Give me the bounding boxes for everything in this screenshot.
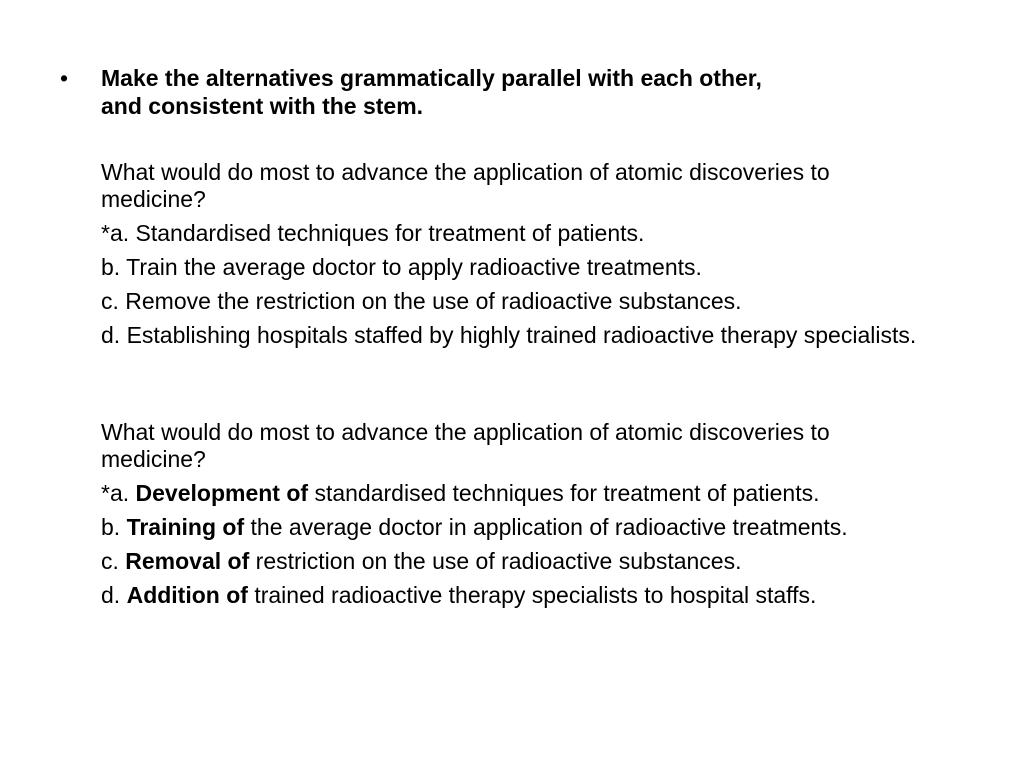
question-stem: What would do most to advance the application of atomic discoveries to medicine? bbox=[101, 159, 830, 212]
option-c: c. Remove the restriction on the use of radioactive substances. bbox=[101, 288, 742, 314]
option-rest: the average doctor in application of radioactive treatments. bbox=[244, 514, 848, 540]
option-prefix: d. bbox=[101, 582, 127, 608]
option-c bbox=[101, 548, 991, 575]
option-d: d. Establishing hospitals staffed by highly trained radioactive therapy specialists. bbox=[101, 322, 917, 348]
example-parallel bbox=[101, 419, 991, 616]
option-prefix: c. bbox=[101, 548, 126, 574]
example-nonparallel bbox=[101, 159, 991, 356]
option-d bbox=[101, 582, 921, 609]
heading-line-2: and consistent with the stem. bbox=[101, 93, 424, 119]
option-keyword: Addition of bbox=[126, 582, 248, 608]
option-prefix: *a. bbox=[101, 480, 136, 506]
slide-heading bbox=[101, 64, 981, 120]
bullet-marker: • bbox=[60, 65, 69, 91]
option-b bbox=[101, 514, 891, 541]
option-prefix: b. bbox=[101, 514, 127, 540]
question-stem: What would do most to advance the application of atomic discoveries to medicine? bbox=[101, 419, 830, 472]
option-a: *a. Standardised techniques for treatment of patients. bbox=[101, 220, 645, 246]
option-keyword: Development of bbox=[135, 480, 309, 506]
heading-line-1: Make the alternatives grammatically parallel with each other, bbox=[101, 65, 762, 91]
option-keyword: Training of bbox=[126, 514, 245, 540]
option-b: b. Train the average doctor to apply radioactive treatments. bbox=[101, 254, 702, 280]
option-keyword: Removal of bbox=[125, 548, 250, 574]
option-a bbox=[101, 480, 891, 507]
option-rest: trained radioactive therapy specialists to hospital staffs. bbox=[247, 582, 817, 608]
option-rest: restriction on the use of radioactive substances. bbox=[249, 548, 742, 574]
option-rest: standardised techniques for treatment of patients. bbox=[308, 480, 820, 506]
